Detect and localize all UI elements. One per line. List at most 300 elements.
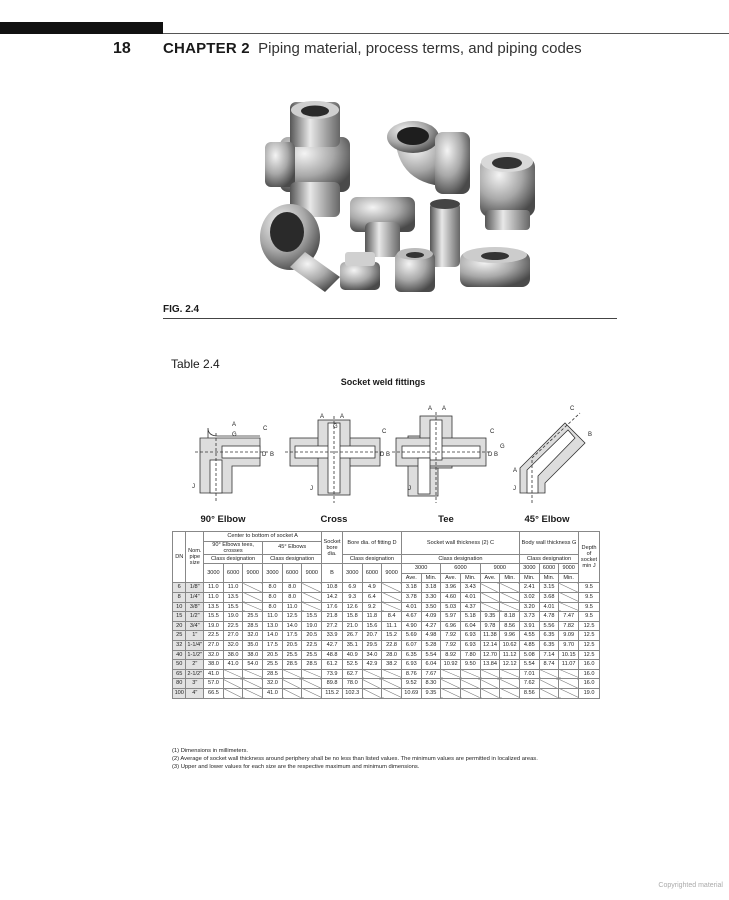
table-cell: 9.35 [480, 612, 500, 622]
table-cell: 12.5 [579, 650, 600, 660]
svg-text:D: D [262, 452, 267, 458]
table-notes [172, 747, 612, 771]
table-cell: 6 [173, 583, 186, 593]
table-cell [243, 679, 263, 689]
table-cell: 3.73 [519, 612, 539, 622]
table-cell: 42.9 [362, 660, 382, 670]
table-cell: 4.01 [401, 602, 421, 612]
table-cell [539, 669, 559, 679]
table-cell: 3.18 [401, 583, 421, 593]
table-cell: 10.69 [401, 688, 421, 698]
table-cell: 28.5 [302, 660, 322, 670]
table-cell: 78.0 [342, 679, 362, 689]
th-9000: 9000 [243, 564, 263, 583]
table-cell: 73.9 [322, 669, 343, 679]
table-cell [480, 688, 500, 698]
table-row [173, 631, 600, 641]
table-cell: 3.18 [421, 583, 441, 593]
th-6000: 6000 [282, 564, 302, 583]
table-cell: 11.07 [559, 660, 579, 670]
table-cell [559, 679, 579, 689]
table-cell: 2" [186, 660, 204, 670]
th-min: Min. [559, 573, 579, 583]
table-cell: 62.7 [342, 669, 362, 679]
table-cell: 11.0 [282, 602, 302, 612]
table-cell: 6.9 [342, 583, 362, 593]
table-cell: 6.35 [539, 631, 559, 641]
th-9000: 9000 [302, 564, 322, 583]
th-class-d: Class designation [342, 554, 401, 564]
elbow-fitting [387, 121, 470, 194]
table-cell: 19.0 [223, 612, 243, 622]
table-cell: 8.56 [500, 621, 520, 631]
tee-fitting [350, 197, 415, 257]
th-min: Min. [519, 573, 539, 583]
table-cell: 3/4" [186, 621, 204, 631]
table-cell [282, 688, 302, 698]
table-cell [302, 669, 322, 679]
table-cell [559, 602, 579, 612]
table-cell: 8.92 [441, 650, 461, 660]
table-cell: 35.1 [342, 640, 362, 650]
table-cell [559, 688, 579, 698]
table-cell: 6.93 [460, 631, 480, 641]
table-cell [559, 669, 579, 679]
th-body: Body wall thickness G [519, 532, 578, 555]
table-cell: 48.8 [322, 650, 343, 660]
table-cell: 5.28 [421, 640, 441, 650]
table-cell: 1-1/4" [186, 640, 204, 650]
table-cell [460, 679, 480, 689]
th-6000: 6000 [362, 564, 382, 583]
th-ave: Ave. [441, 573, 461, 583]
table-cell: 13.0 [263, 621, 283, 631]
table-cell: 12.5 [282, 612, 302, 622]
chapter-title: Piping material, process terms, and piping codes [258, 40, 582, 57]
table-cell: 42.7 [322, 640, 343, 650]
table-cell: 14.2 [322, 592, 343, 602]
table-cell: 17.5 [263, 640, 283, 650]
table-cell: 16.0 [579, 660, 600, 670]
table-cell: 22.8 [382, 640, 402, 650]
table-cell: 15.6 [362, 621, 382, 631]
table-cell: 7.92 [441, 631, 461, 641]
table-cell: 41.0 [263, 688, 283, 698]
table-cell: 7.01 [519, 669, 539, 679]
table-cell: 5.18 [460, 612, 480, 622]
table-row [173, 660, 600, 670]
th-class-c: Class designation [401, 554, 519, 564]
table-cell: 61.2 [322, 660, 343, 670]
table-cell: 4.09 [421, 612, 441, 622]
table-cell: 22.5 [204, 631, 224, 641]
table-cell: 1" [186, 631, 204, 641]
table-cell [282, 669, 302, 679]
table-cell [500, 688, 520, 698]
table-cell: 8.18 [500, 612, 520, 622]
table-cell [500, 679, 520, 689]
table-cell [362, 669, 382, 679]
table-cell [480, 592, 500, 602]
table-cell [539, 688, 559, 698]
table-cell: 28.5 [243, 621, 263, 631]
table-cell: 5.56 [539, 621, 559, 631]
table-cell: 32.0 [204, 650, 224, 660]
table-row [173, 583, 600, 593]
table-cell: 7.67 [421, 669, 441, 679]
table-cell [441, 669, 461, 679]
svg-text:G: G [333, 424, 338, 430]
table-cell [282, 679, 302, 689]
table-cell: 3.50 [421, 602, 441, 612]
table-cell: 16.0 [579, 669, 600, 679]
table-cell: 4.90 [401, 621, 421, 631]
table-cell: 11.1 [382, 621, 402, 631]
table-cell: 16.0 [579, 679, 600, 689]
table-cell: 15.5 [223, 602, 243, 612]
table-row [173, 602, 600, 612]
table-cell: 3.43 [460, 583, 480, 593]
table-cell: 9.5 [579, 602, 600, 612]
table-cell: 28.5 [263, 669, 283, 679]
table-cell: 6.35 [539, 640, 559, 650]
table-cell: 3.96 [441, 583, 461, 593]
svg-text:J: J [192, 484, 195, 490]
table-cell: 14.0 [263, 631, 283, 641]
table-cell: 41.0 [223, 660, 243, 670]
table-cell: 20 [173, 621, 186, 631]
table-cell: 8.56 [519, 688, 539, 698]
th-9000: 9000 [559, 564, 579, 574]
svg-text:J: J [310, 486, 313, 492]
table-cell [500, 583, 520, 593]
table-cell: 5.54 [421, 650, 441, 660]
table-cell [559, 592, 579, 602]
table-cell: 9.5 [579, 612, 600, 622]
table-cell: 20.5 [282, 640, 302, 650]
table-cell: 27.0 [223, 631, 243, 641]
table-cell [382, 688, 402, 698]
table-cell [302, 583, 322, 593]
table-cell [362, 679, 382, 689]
table-cell: 4.27 [421, 621, 441, 631]
tee-drawing [392, 412, 492, 503]
table-cell: 2.41 [519, 583, 539, 593]
table-cell: 8.76 [401, 669, 421, 679]
boss-fitting [460, 247, 530, 287]
table-cell: 1-1/2" [186, 650, 204, 660]
table-cell: 19.0 [204, 621, 224, 631]
bushing-fitting [395, 248, 435, 292]
table-cell: 9.52 [401, 679, 421, 689]
table-cell: 11.0 [263, 612, 283, 622]
svg-text:C: C [570, 406, 575, 412]
table-cell: 21.8 [322, 612, 343, 622]
table-cell: 7.92 [441, 640, 461, 650]
th-elb90: 90° Elbows tees, crosses [204, 541, 263, 554]
table-cell: 10.15 [559, 650, 579, 660]
table-cell: 6.35 [401, 650, 421, 660]
svg-text:A: A [428, 406, 433, 412]
th-socket-bore: Socket bore dia. [322, 532, 343, 564]
table-cell [441, 679, 461, 689]
th-min: Min. [500, 573, 520, 583]
table-cell: 5.08 [519, 650, 539, 660]
copyright-notice: Copyrighted material [658, 882, 723, 889]
table-cell [500, 669, 520, 679]
note: (2) Average of socket wall thickness around periphery shall be no less than listed values. The minimum values are permitted in localized areas. [172, 756, 538, 762]
table-label: Table 2.4 [171, 357, 220, 371]
table-row [173, 612, 600, 622]
table-cell: 8.0 [263, 602, 283, 612]
table-cell: 22.5 [302, 640, 322, 650]
table-cell: 6.04 [460, 621, 480, 631]
table-cell [539, 679, 559, 689]
svg-text:A: A [340, 414, 345, 420]
header-rule [163, 33, 729, 34]
table-cell: 5.97 [441, 612, 461, 622]
drawing-label-cross: Cross [320, 514, 348, 525]
th-depth: Depth of socket min J [579, 532, 600, 583]
table-cell: 6.93 [401, 660, 421, 670]
table-cell: 9.78 [480, 621, 500, 631]
table-cell: 6.04 [421, 660, 441, 670]
table-cell [460, 688, 480, 698]
table-cell [302, 679, 322, 689]
table-cell: 3.20 [519, 602, 539, 612]
table-cell: 8.74 [539, 660, 559, 670]
table-cell: 19.0 [302, 621, 322, 631]
table-cell: 25.5 [282, 650, 302, 660]
table-cell: 8.0 [263, 583, 283, 593]
table-cell: 25.5 [302, 650, 322, 660]
th-class-g: Class designation [519, 554, 578, 564]
table-cell: 4.67 [401, 612, 421, 622]
table-cell [480, 669, 500, 679]
th-ave: Ave. [401, 573, 421, 583]
page-number: 18 [113, 40, 131, 57]
table-row [173, 650, 600, 660]
table-cell [382, 602, 402, 612]
table-cell: 12.5 [579, 621, 600, 631]
table-cell: 9.5 [579, 583, 600, 593]
table-cell: 14.0 [282, 621, 302, 631]
table-cell [382, 583, 402, 593]
figure-label: FIG. 2.4 [163, 304, 200, 315]
table-cell: 1/8" [186, 583, 204, 593]
note: (3) Upper and lower values for each size are the respective maximum and minimum dimensions. [172, 764, 420, 770]
table-cell [362, 688, 382, 698]
table-cell [223, 688, 243, 698]
table-cell [223, 669, 243, 679]
th-min: Min. [421, 573, 441, 583]
table-cell: 22.5 [223, 621, 243, 631]
table-cell: 8.0 [282, 592, 302, 602]
svg-text:A: A [320, 414, 325, 420]
table-cell: 4.78 [539, 612, 559, 622]
th-wall: Socket wall thickness (2) C [401, 532, 519, 555]
table-cell: 27.0 [204, 640, 224, 650]
svg-text:C: C [490, 429, 495, 435]
table-cell: 3.91 [519, 621, 539, 631]
table-cell: 4.55 [519, 631, 539, 641]
table-cell: 13.5 [204, 602, 224, 612]
table-cell: 28.5 [282, 660, 302, 670]
table-cell: 12.14 [480, 640, 500, 650]
svg-text:A: A [513, 468, 518, 474]
table-cell: 7.47 [559, 612, 579, 622]
svg-text:C: C [382, 429, 387, 435]
svg-text:B: B [588, 432, 593, 438]
drawing-label-elbow-90: 90° Elbow [200, 514, 246, 525]
table-cell: 9.50 [460, 660, 480, 670]
table-cell: 7.62 [519, 679, 539, 689]
table-cell: 12.6 [342, 602, 362, 612]
table-cell [382, 592, 402, 602]
table-cell [500, 602, 520, 612]
th-dn: DN [173, 532, 186, 583]
fittings-photo [245, 92, 545, 297]
th-3000: 3000 [342, 564, 362, 583]
table-cell: 11.0 [204, 592, 224, 602]
table-cell: 5.54 [519, 660, 539, 670]
table-cell [382, 669, 402, 679]
table-cell: 100 [173, 688, 186, 698]
table-cell [302, 602, 322, 612]
table-cell: 12.5 [579, 631, 600, 641]
th-9000: 9000 [382, 564, 402, 583]
table-cell: 20.7 [362, 631, 382, 641]
socket-weld-table [172, 531, 600, 699]
table-cell [480, 602, 500, 612]
table-cell: 9.2 [362, 602, 382, 612]
table-row [173, 688, 600, 698]
table-cell: 10.92 [441, 660, 461, 670]
table-row [173, 669, 600, 679]
table-cell: 20.5 [302, 631, 322, 641]
chapter-label: CHAPTER 2 [163, 40, 250, 57]
table-cell: 17.6 [322, 602, 343, 612]
table-cell [243, 688, 263, 698]
table-cell: 15.2 [382, 631, 402, 641]
table-cell: 32.0 [263, 679, 283, 689]
table-cell: 7.80 [460, 650, 480, 660]
table-cell: 38.0 [204, 660, 224, 670]
table-cell: 102.3 [342, 688, 362, 698]
th-9000: 9000 [480, 564, 519, 574]
table-row [173, 592, 600, 602]
table-cell [223, 679, 243, 689]
th-ave: Ave. [480, 573, 500, 583]
table-cell: 15.5 [204, 612, 224, 622]
table-cell: 66.5 [204, 688, 224, 698]
table-cell [302, 592, 322, 602]
table-cell: 4.01 [460, 592, 480, 602]
table-cell: 8.30 [421, 679, 441, 689]
table-cell: 25 [173, 631, 186, 641]
table-cell: 35.0 [243, 640, 263, 650]
table-cell: 11.8 [362, 612, 382, 622]
table-cell: 2-1/2" [186, 669, 204, 679]
table-body [173, 583, 600, 698]
table-cell: 3.02 [519, 592, 539, 602]
svg-text:A: A [442, 406, 447, 412]
table-cell: 11.0 [223, 583, 243, 593]
table-row [173, 621, 600, 631]
table-cell: 6.07 [401, 640, 421, 650]
table-cell: 4.98 [421, 631, 441, 641]
svg-text:G: G [500, 444, 505, 450]
table-cell: 6.4 [362, 592, 382, 602]
svg-text:G: G [232, 432, 237, 438]
table-cell [559, 583, 579, 593]
table-cell: 80 [173, 679, 186, 689]
th-class-a: Class designation [204, 554, 263, 564]
table-cell: 9.96 [500, 631, 520, 641]
plug-fitting [340, 252, 380, 290]
table-cell [243, 602, 263, 612]
table-cell: 8 [173, 592, 186, 602]
table-cell: 15.8 [342, 612, 362, 622]
th-3000: 3000 [519, 564, 539, 574]
svg-text:J: J [408, 486, 411, 492]
table-cell: 7.14 [539, 650, 559, 660]
table-cell [480, 583, 500, 593]
th-6000: 6000 [441, 564, 480, 574]
drawing-label-elbow-45: 45° Elbow [524, 514, 570, 525]
table-cell: 32 [173, 640, 186, 650]
table-cell: 29.5 [362, 640, 382, 650]
svg-text:D B: D B [488, 452, 499, 458]
table-cell: 32.0 [223, 640, 243, 650]
elbow-90-drawing [195, 428, 270, 503]
table-cell: 5.03 [441, 602, 461, 612]
table-row [173, 640, 600, 650]
table-cell: 11.0 [204, 583, 224, 593]
table-cell: 9.09 [559, 631, 579, 641]
table-cell [243, 583, 263, 593]
table-cell [243, 592, 263, 602]
table-cell: 13.84 [480, 660, 500, 670]
table-cell: 19.0 [579, 688, 600, 698]
svg-text:A: A [232, 422, 237, 428]
th-3000: 3000 [401, 564, 440, 574]
table-cell: 41.0 [204, 669, 224, 679]
table-cell: 89.8 [322, 679, 343, 689]
table-cell [500, 592, 520, 602]
table-cell: 50 [173, 660, 186, 670]
table-cell: 38.2 [382, 660, 402, 670]
table-cell: 15.5 [302, 612, 322, 622]
th-b: B [322, 564, 343, 583]
table-cell: 115.2 [322, 688, 343, 698]
table-cell: 9.5 [579, 592, 600, 602]
table-cell: 32.0 [243, 631, 263, 641]
table-cell: 4" [186, 688, 204, 698]
table-cell: 52.5 [342, 660, 362, 670]
table-cell: 40.9 [342, 650, 362, 660]
table-cell: 5.69 [401, 631, 421, 641]
th-elb45: 45° Elbows [263, 541, 322, 554]
table-cell: 40 [173, 650, 186, 660]
svg-text:B: B [270, 452, 275, 458]
th-bore: Bore dia. of fitting D [342, 532, 401, 555]
drawing-label-tee: Tee [438, 514, 454, 525]
table-cell: 26.7 [342, 631, 362, 641]
table-cell: 12.12 [500, 660, 520, 670]
th-6000: 6000 [223, 564, 243, 583]
table-cell: 3.78 [401, 592, 421, 602]
